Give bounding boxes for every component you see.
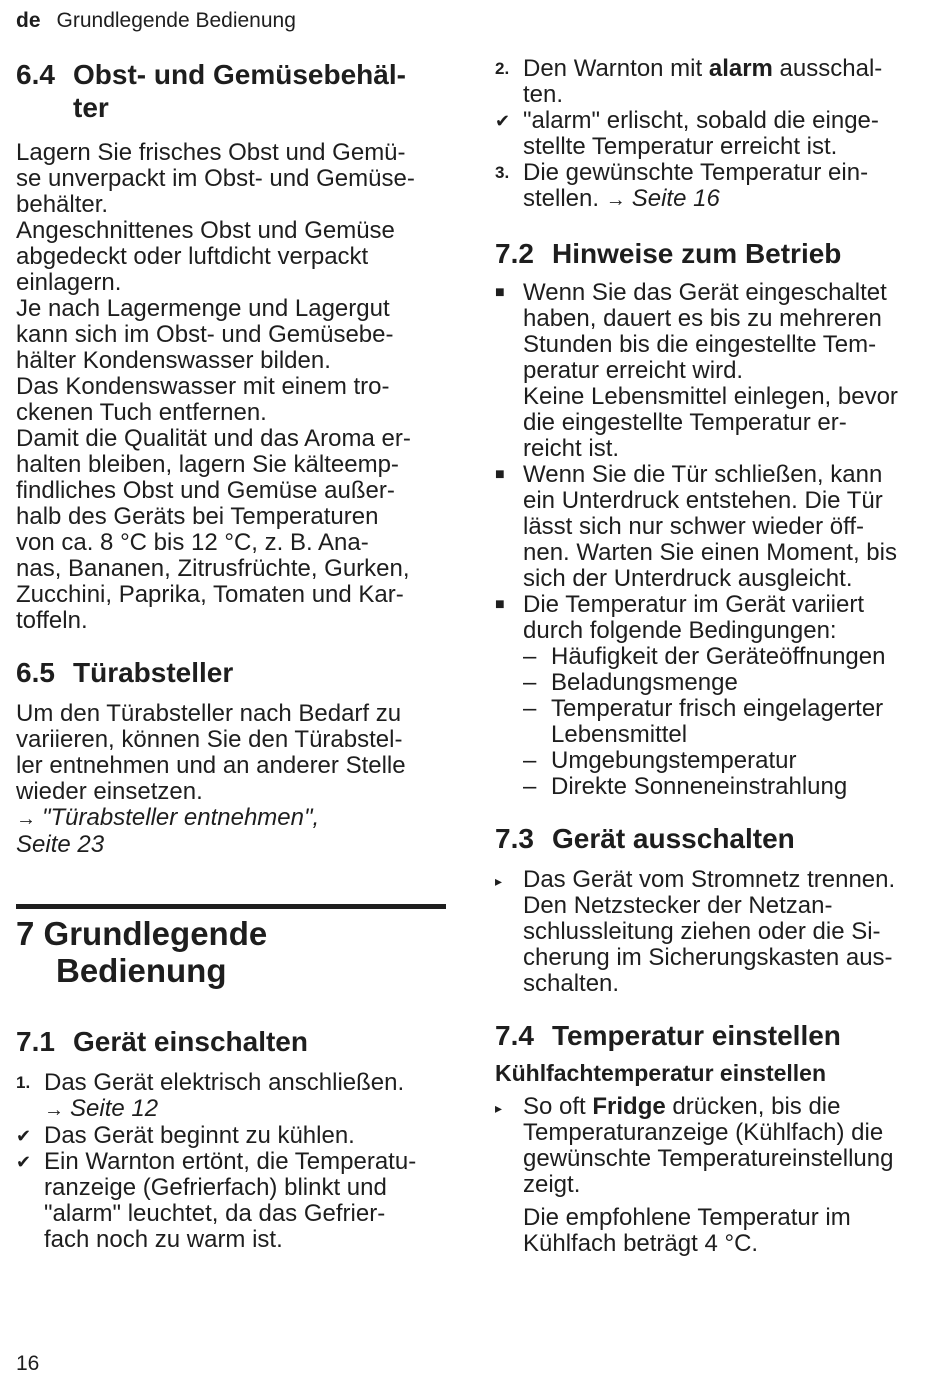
action-text: zeigt. <box>523 1171 581 1198</box>
bullet-text: reicht ist. <box>523 435 620 462</box>
result-text: Das Gerät beginnt zu kühlen. <box>44 1122 355 1149</box>
square-bullet-icon: ■ <box>495 466 505 483</box>
step-text-part: ausschal- <box>772 55 883 82</box>
square-bullet-icon: ■ <box>495 596 505 613</box>
dash-text: Lebensmittel <box>551 721 688 748</box>
header-title: Grundlegende Bedienung <box>56 9 296 32</box>
dash-text: Temperatur frisch eingelagerter <box>551 695 884 722</box>
bullet-text: durch folgende Bedingungen: <box>523 617 837 644</box>
action-item <box>495 1094 927 1257</box>
result-2 <box>16 1149 446 1253</box>
dash-bullet: – <box>523 747 537 774</box>
bullet-text: die eingestellte Temperatur er- <box>523 409 847 436</box>
dash-bullet: – <box>523 669 537 696</box>
chapter-number: 7 <box>16 915 35 952</box>
section-title: Türabsteller <box>73 657 234 688</box>
text-line: variieren, können Sie den Türabstel- <box>16 726 403 753</box>
section-title: Temperatur einstellen <box>552 1020 841 1051</box>
left-column <box>16 58 446 1253</box>
section-7-2-heading <box>495 237 927 270</box>
bullet-text: lässt sich nur schwer wieder öff- <box>523 513 865 540</box>
text-line: hälter Kondenswasser bilden. <box>16 347 331 374</box>
dash-item <box>495 774 927 800</box>
button-label-alarm: alarm <box>708 55 773 82</box>
text-line: toffeln. <box>16 607 88 634</box>
step-text: ten. <box>523 81 564 108</box>
reference-page[interactable]: Seite 23 <box>16 831 105 858</box>
result-text: Ein Warnton ertönt, die Temperatu- <box>44 1148 417 1175</box>
text-line: se unverpackt im Obst- und Gemüse- <box>16 165 415 192</box>
text-line: wieder einsetzen. <box>16 778 203 805</box>
section-6-5-heading <box>16 656 446 689</box>
action-text-part: drücken, bis die <box>665 1093 841 1120</box>
dash-bullet: – <box>523 695 537 722</box>
section-number: 7.4 <box>495 1020 534 1051</box>
bullet-text: Wenn Sie die Tür schließen, kann <box>523 461 883 488</box>
text-line: Um den Türabsteller nach Bedarf zu <box>16 700 402 727</box>
bullet-text: Stunden bis die eingestellte Tem- <box>523 331 877 358</box>
step-2 <box>495 56 927 108</box>
language-code: de <box>16 9 41 32</box>
section-6-4-body <box>16 140 446 634</box>
section-title: Gerät einschalten <box>73 1026 308 1057</box>
note-text: Die empfohlene Temperatur im <box>523 1204 851 1231</box>
text-line: findliches Obst und Gemüse außer- <box>16 477 395 504</box>
cross-reference[interactable] <box>16 805 446 832</box>
text-line: Je nach Lagermenge und Lagergut <box>16 295 390 322</box>
result-text: ranzeige (Gefrierfach) blinkt und <box>44 1174 387 1201</box>
check-icon: ✔ <box>16 1152 32 1172</box>
arrow-right-icon: → <box>605 189 626 211</box>
bullet-text: ein Unterdruck entstehen. Die Tür <box>523 487 883 514</box>
section-number: 6.4 <box>16 59 55 90</box>
section-title: Obst- und Gemüsebehäl- <box>73 59 406 90</box>
section-title: Gerät ausschalten <box>552 823 795 854</box>
dash-item <box>495 696 927 748</box>
action-text: schlussleitung ziehen oder die Si- <box>523 918 881 945</box>
section-7-1-heading <box>16 1025 446 1058</box>
dash-item <box>495 748 927 774</box>
square-bullet-icon: ■ <box>495 284 505 301</box>
text-line: Zucchini, Paprika, Tomaten und Kar- <box>16 581 404 608</box>
text-line: halten bleiben, lagern Sie kälteemp- <box>16 451 399 478</box>
result-text: fach noch zu warm ist. <box>44 1226 283 1253</box>
bullet-item <box>495 592 927 644</box>
note-text: Kühlfach beträgt 4 °C. <box>523 1230 759 1257</box>
check-icon: ✔ <box>16 1126 32 1146</box>
action-text-part: So oft <box>523 1093 593 1120</box>
step-number: 2. <box>495 59 510 78</box>
section-title-cont: ter <box>73 92 109 123</box>
step-text: Die gewünschte Temperatur ein- <box>523 159 869 186</box>
step-3 <box>495 160 927 213</box>
dash-bullet: – <box>523 643 537 670</box>
step-text <box>523 186 927 213</box>
section-number: 6.5 <box>16 657 55 688</box>
action-item <box>495 867 927 997</box>
section-number: 7.3 <box>495 823 534 854</box>
section-7-4-heading <box>495 1019 927 1052</box>
reference-text: "Türabsteller entnehmen", <box>42 804 320 831</box>
step-text-part: stellen. <box>523 185 600 212</box>
step-text-part: Den Warnton mit <box>523 55 709 82</box>
button-label-fridge: Fridge <box>592 1093 666 1120</box>
dash-bullet: – <box>523 773 537 800</box>
dash-text: Direkte Sonneneinstrahlung <box>551 773 848 800</box>
bullet-text: haben, dauert es bis zu mehreren <box>523 305 882 332</box>
result-text: "alarm" erlischt, sobald die einge- <box>523 107 879 134</box>
section-7-3-heading <box>495 822 927 855</box>
action-text: Den Netzstecker der Netzan- <box>523 892 833 919</box>
result-text: "alarm" leuchtet, da das Gefrier- <box>44 1200 386 1227</box>
bullet-text: peratur erreicht wird. <box>523 357 744 384</box>
page-number: 16 <box>16 1352 40 1375</box>
bullet-item <box>495 280 927 462</box>
triangle-bullet-icon: ▸ <box>495 1100 503 1116</box>
step-text: Das Gerät elektrisch anschließen. <box>44 1069 405 1096</box>
bullet-text: Wenn Sie das Gerät eingeschaltet <box>523 279 887 306</box>
dash-item <box>495 670 927 696</box>
step-number: 3. <box>495 163 510 182</box>
bullet-text: Die Temperatur im Gerät variiert <box>523 591 864 618</box>
reference-text: Seite 12 <box>70 1095 159 1122</box>
action-text: Temperaturanzeige (Kühlfach) die <box>523 1119 884 1146</box>
chapter-title-cont: Bedienung <box>56 952 227 989</box>
action-text <box>523 1094 927 1120</box>
text-line: ler entnehmen und an anderer Stelle <box>16 752 406 779</box>
section-6-4-heading <box>16 58 446 124</box>
right-column <box>495 56 927 1257</box>
result-text: stellte Temperatur erreicht ist. <box>523 133 838 160</box>
text-line: Das Kondenswasser mit einem tro- <box>16 373 390 400</box>
dash-item <box>495 644 927 670</box>
bullet-text: Keine Lebensmittel einlegen, bevor <box>523 383 898 410</box>
action-text: Das Gerät vom Stromnetz trennen. <box>523 866 896 893</box>
action-text: gewünschte Temperatureinstellung <box>523 1145 894 1172</box>
triangle-bullet-icon: ▸ <box>495 873 503 889</box>
step-1 <box>16 1070 446 1123</box>
arrow-right-icon: → <box>44 1099 64 1121</box>
text-line: nas, Bananen, Zitrusfrüchte, Gurken, <box>16 555 410 582</box>
chapter-title: Grundlegende <box>43 915 268 952</box>
action-text: cherung im Sicherungskasten aus- <box>523 944 893 971</box>
action-text: schalten. <box>523 970 620 997</box>
text-line: von ca. 8 °C bis 12 °C, z. B. Ana- <box>16 529 369 556</box>
step-number: 1. <box>16 1073 31 1092</box>
bullet-item <box>495 462 927 592</box>
step-text <box>523 56 927 82</box>
text-line: einlagern. <box>16 269 122 296</box>
running-header <box>16 9 296 33</box>
text-line: Lagern Sie frisches Obst und Gemü- <box>16 139 406 166</box>
dash-text: Umgebungstemperatur <box>551 747 797 774</box>
cross-reference[interactable] <box>44 1096 446 1123</box>
arrow-right-icon: → <box>16 808 36 830</box>
section-number: 7.1 <box>16 1026 55 1057</box>
text-line: abgedeckt oder luftdicht verpackt <box>16 243 369 270</box>
text-line: ckenen Tuch entfernen. <box>16 399 267 426</box>
text-line: Damit die Qualität und das Aroma er- <box>16 425 411 452</box>
section-number: 7.2 <box>495 238 534 269</box>
chapter-7-heading <box>16 915 446 989</box>
check-icon: ✔ <box>495 111 511 131</box>
section-6-5-body <box>16 701 446 858</box>
cross-reference[interactable] <box>606 185 720 212</box>
bullet-text: nen. Warten Sie einen Moment, bis <box>523 539 897 566</box>
section-title: Hinweise zum Betrieb <box>552 238 842 269</box>
text-line: Angeschnittenes Obst und Gemüse <box>16 217 395 244</box>
dash-text: Häufigkeit der Geräteöffnungen <box>551 643 886 670</box>
subsection-heading: Kühlfachtemperatur einstellen <box>495 1060 827 1086</box>
bullet-text: sich der Unterdruck ausgleicht. <box>523 565 853 592</box>
text-line: behälter. <box>16 191 109 218</box>
text-line: kann sich im Obst- und Gemüsebe- <box>16 321 394 348</box>
dash-text: Beladungsmenge <box>551 669 738 696</box>
result-3 <box>495 108 927 160</box>
result-1 <box>16 1123 446 1149</box>
reference-text: Seite 16 <box>631 185 720 212</box>
text-line: halb des Geräts bei Temperaturen <box>16 503 379 530</box>
